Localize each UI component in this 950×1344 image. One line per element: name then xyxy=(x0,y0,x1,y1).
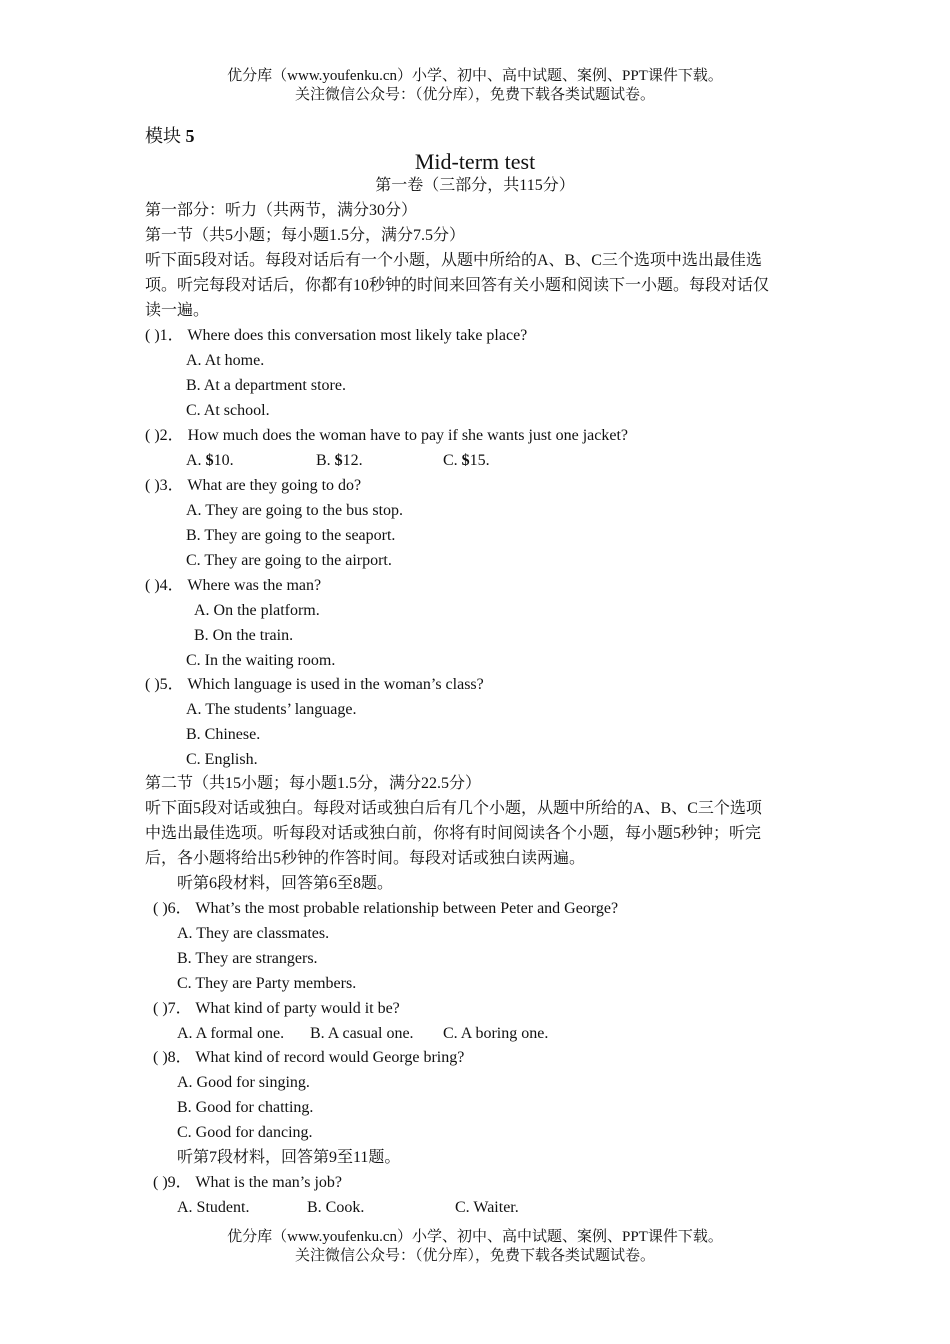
option: C. At school. xyxy=(186,402,270,419)
material-6-note: 听第6段材料，回答第6至8题。 xyxy=(177,875,394,892)
question-3 xyxy=(145,476,361,496)
option-amount: 10. xyxy=(213,452,234,469)
option: B. They are going to the seaport. xyxy=(186,527,396,544)
question-number: ( )2． xyxy=(145,427,184,444)
part1-heading: 第一部分：听力（共两节，满分30分） xyxy=(145,202,418,219)
footer-line-2: 关注微信公众号：（优分库），免费下载各类试题试卷。 xyxy=(294,1248,655,1264)
dollar-sign: $ xyxy=(461,452,470,469)
question-9 xyxy=(153,1173,342,1193)
option: A. On the platform. xyxy=(194,602,320,619)
section1-instruction-line: 项。听完每段对话后，你都有10秒钟的时间来回答有关小题和阅读下一小题。每段对话仅 xyxy=(145,277,770,294)
option-letter: A. xyxy=(186,452,202,469)
option-amount: 15. xyxy=(469,452,490,469)
question-number: ( )5． xyxy=(145,676,184,693)
option xyxy=(316,451,363,471)
header-line-1: 优分库（www.youfenku.cn）小学、初中、高中试题、案例、PPT课件下载。 xyxy=(227,68,723,84)
option xyxy=(186,451,234,471)
question-number: ( )7． xyxy=(153,1000,192,1017)
question-6 xyxy=(153,899,618,919)
option: B. Cook. xyxy=(307,1199,365,1216)
option: A. Student. xyxy=(177,1199,250,1216)
section1-heading: 第一节（共5小题；每小题1.5分，满分7.5分） xyxy=(145,227,466,244)
option-amount: 12. xyxy=(342,452,363,469)
option: B. Good for chatting. xyxy=(177,1099,314,1116)
question-text: Where was the man? xyxy=(187,577,322,594)
option-letter: C. xyxy=(443,452,458,469)
material-7-note: 听第7段材料，回答第9至11题。 xyxy=(177,1149,401,1166)
option-letter: B. xyxy=(316,452,331,469)
option: A. Good for singing. xyxy=(177,1074,310,1091)
question-number: ( )6． xyxy=(153,900,192,917)
section2-instruction-line: 听下面5段对话或独白。每段对话或独白后有几个小题，从题中所给的A、B、C三个选项 xyxy=(145,800,762,817)
question-2 xyxy=(145,426,628,446)
option: C. English. xyxy=(186,751,258,768)
page-title: Mid-term test xyxy=(414,149,536,174)
question-text: What is the man’s job? xyxy=(195,1174,343,1191)
option: B. Chinese. xyxy=(186,726,261,743)
section1-instruction-line: 读一遍。 xyxy=(145,302,210,319)
question-number: ( )8． xyxy=(153,1049,192,1066)
question-text: How much does the woman have to pay if she wants just one jacket? xyxy=(187,427,628,444)
module-label-text: 模块 xyxy=(145,126,181,146)
option: A. The students’ language. xyxy=(186,701,357,718)
question-8 xyxy=(153,1048,464,1068)
section2-instructions xyxy=(145,796,810,871)
header-line-2: 关注微信公众号：（优分库），免费下载各类试题试卷。 xyxy=(294,87,655,103)
question-text: What kind of record would George bring? xyxy=(195,1049,465,1066)
question-text: Where does this conversation most likely take place? xyxy=(187,327,528,344)
question-1 xyxy=(145,326,527,346)
question-number: ( )3． xyxy=(145,477,184,494)
dollar-sign: $ xyxy=(334,452,343,469)
option: B. At a department store. xyxy=(186,377,346,394)
question-number: ( )9． xyxy=(153,1174,192,1191)
option: A. They are going to the bus stop. xyxy=(186,502,404,519)
option: A. They are classmates. xyxy=(177,925,330,942)
dollar-sign: $ xyxy=(205,452,214,469)
option: B. They are strangers. xyxy=(177,950,318,967)
page-subtitle: 第一卷（三部分，共115分） xyxy=(375,177,575,194)
question-text: Which language is used in the woman’s class? xyxy=(187,676,484,693)
option: C. They are going to the airport. xyxy=(186,552,392,569)
option: C. Waiter. xyxy=(455,1199,519,1216)
section1-instruction-line: 听下面5段对话。每段对话后有一个小题，从题中所给的A、B、C三个选项中选出最佳选 xyxy=(145,252,762,269)
module-number: 5 xyxy=(185,126,195,146)
option: B. On the train. xyxy=(194,627,294,644)
question-7 xyxy=(153,999,400,1019)
question-text: What are they going to do? xyxy=(187,477,362,494)
question-text: What kind of party would it be? xyxy=(195,1000,400,1017)
option: A. A formal one. xyxy=(177,1025,285,1042)
option: C. In the waiting room. xyxy=(186,652,336,669)
question-number: ( )4． xyxy=(145,577,184,594)
section2-heading: 第二节（共15小题；每小题1.5分，满分22.5分） xyxy=(145,775,482,792)
footer-line-1: 优分库（www.youfenku.cn）小学、初中、高中试题、案例、PPT课件下载。 xyxy=(227,1229,723,1245)
option: C. A boring one. xyxy=(443,1025,549,1042)
module-label xyxy=(145,126,195,146)
section1-instructions xyxy=(145,248,810,323)
option: C. Good for dancing. xyxy=(177,1124,313,1141)
option: A. At home. xyxy=(186,352,265,369)
option: B. A casual one. xyxy=(310,1025,414,1042)
question-text: What’s the most probable relationship between Peter and George? xyxy=(195,900,619,917)
question-4 xyxy=(145,576,321,596)
question-number: ( )1． xyxy=(145,327,184,344)
section2-instruction-line: 后，各小题将给出5秒钟的作答时间。每段对话或独白读两遍。 xyxy=(145,850,586,867)
section2-instruction-line: 中选出最佳选项。听每段对话或独白前，你将有时间阅读各个小题，每小题5秒钟；听完 xyxy=(145,825,762,842)
option: C. They are Party members. xyxy=(177,975,357,992)
question-5 xyxy=(145,675,484,695)
option xyxy=(443,451,490,471)
